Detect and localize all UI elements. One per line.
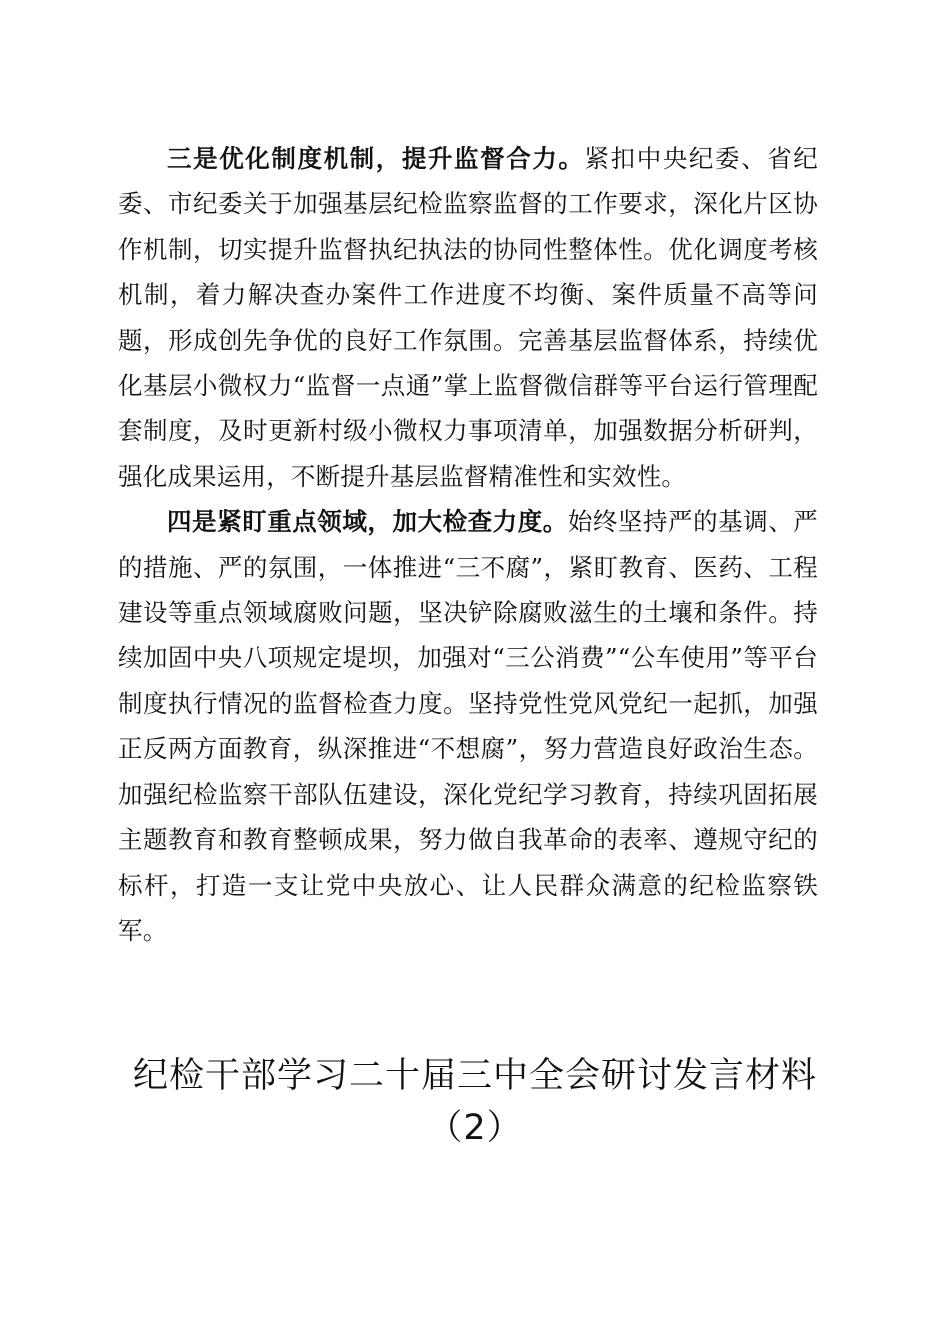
title-line-main: 纪检干部学习二十届三中全会研讨发言材料 [132, 1056, 817, 1096]
title-line-number: （2） [427, 1108, 523, 1148]
paragraph-lead: 三是优化制度机制，提升监督合力。 [167, 144, 585, 173]
paragraph-text: 紧扣中央纪委、省纪委、市纪委关于加强基层纪检监察监督的工作要求，深化片区协作机制，切实提升监督执纪执法的协同性整体性。优化调度考核机制，着力解决查办案件工作进度不均衡、案件质量不高等问题，形成创先争优的良好工作氛围。完善基层监督体系，持续优化基层小微权力“监督一点通”掌上监督微信群等平台运行管理配套制度，及时更新村级小微权力事项清单，加强数据分析研判，强化成果运用，不断提升基层监督精准性和实效性。 [118, 144, 818, 491]
document-body [118, 136, 818, 953]
paragraph-lead: 四是紧盯重点领域，加大检查力度。 [167, 507, 568, 537]
paragraph-4 [118, 499, 818, 953]
section-title [100, 1050, 850, 1154]
paragraph-text: 始终坚持严的基调、严的措施、严的氛围，一体推进“三不腐”，紧盯教育、医药、工程建设等重点领域腐败问题，坚决铲除腐败滋生的土壤和条件。持续加固中央八项规定堤坝，加强对“三公消费”“公车使用”等平台制度执行情况的监督检查力度。坚持党性党风党纪一起抓，加强正反两方面教育，纵深推进“不想腐”，努力营造良好政治生态。加强纪检监察干部队伍建设，深化党纪学习教育，持续巩固拓展主题教育和教育整顿成果，努力做自我革命的表率、遵规守纪的标杆，打造一支让党中央放心、让人民群众满意的纪检监察铁军。 [118, 507, 818, 945]
paragraph-3 [118, 136, 818, 499]
